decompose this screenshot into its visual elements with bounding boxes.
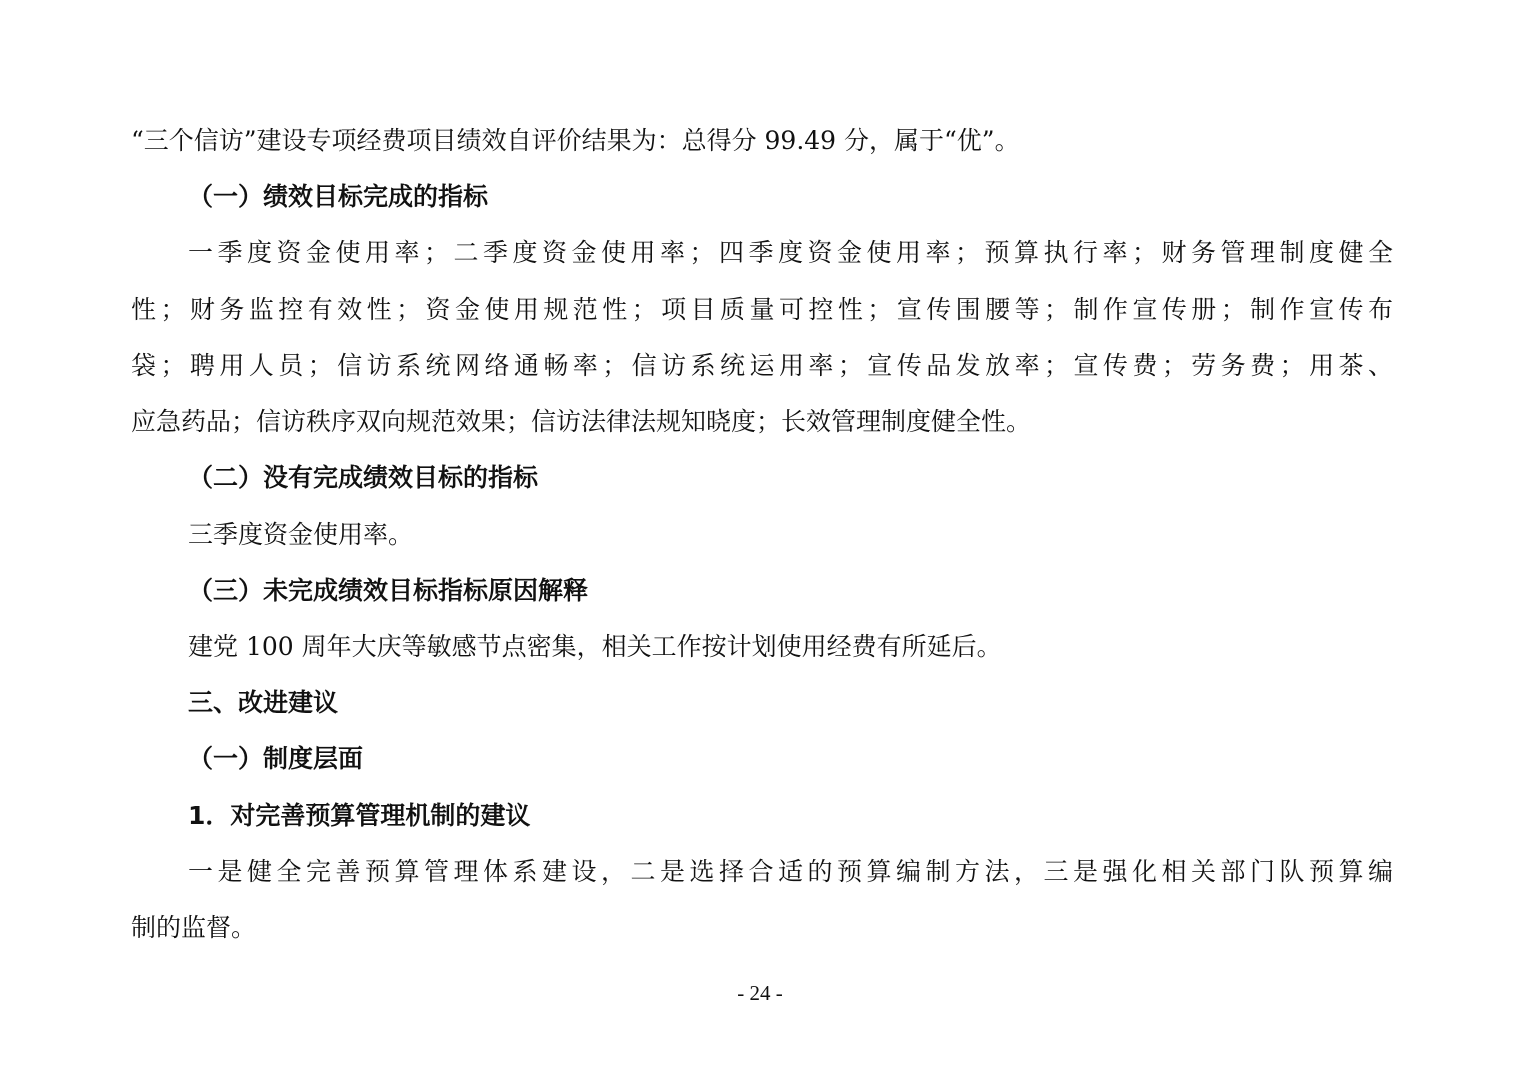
section-heading: （一）制度层面 (188, 744, 364, 773)
paragraph-line: 应急药品；信访秩序双向规范效果；信访法律法规知晓度；长效管理制度健全性。 (131, 407, 1032, 436)
page-number: - 24 - (737, 981, 783, 1005)
section-heading: （三）未完成绩效目标指标原因解释 (188, 576, 589, 605)
subsection-heading: 1．对完善预算管理机制的建议 (188, 801, 531, 830)
section-heading: （一）绩效目标完成的指标 (188, 182, 489, 211)
section-heading: （二）没有完成绩效目标的指标 (188, 463, 539, 492)
paragraph-line: 三季度资金使用率。 (188, 520, 414, 549)
paragraph-line: 袋；聘用人员；信访系统网络通畅率；信访系统运用率；宣传品发放率；宣传费；劳务费；用茶、 (131, 351, 1393, 380)
paragraph-line: 一季度资金使用率；二季度资金使用率；四季度资金使用率；预算执行率；财务管理制度健全 (188, 238, 1393, 267)
section-heading: 三、改进建议 (188, 688, 339, 717)
paragraph-line: 建党 100 周年大庆等敏感节点密集，相关工作按计划使用经费有所延后。 (188, 632, 1002, 661)
paragraph-line: 制的监督。 (131, 913, 257, 942)
paragraph-line: 性；财务监控有效性；资金使用规范性；项目质量可控性；宣传围腰等；制作宣传册；制作宣传布 (131, 295, 1393, 324)
paragraph-line: “三个信访”建设专项经费项目绩效自评价结果为：总得分 99.49 分，属于“优”。 (131, 126, 1020, 155)
paragraph-line: 一是健全完善预算管理体系建设，二是选择合适的预算编制方法，三是强化相关部门队预算编 (188, 857, 1393, 886)
